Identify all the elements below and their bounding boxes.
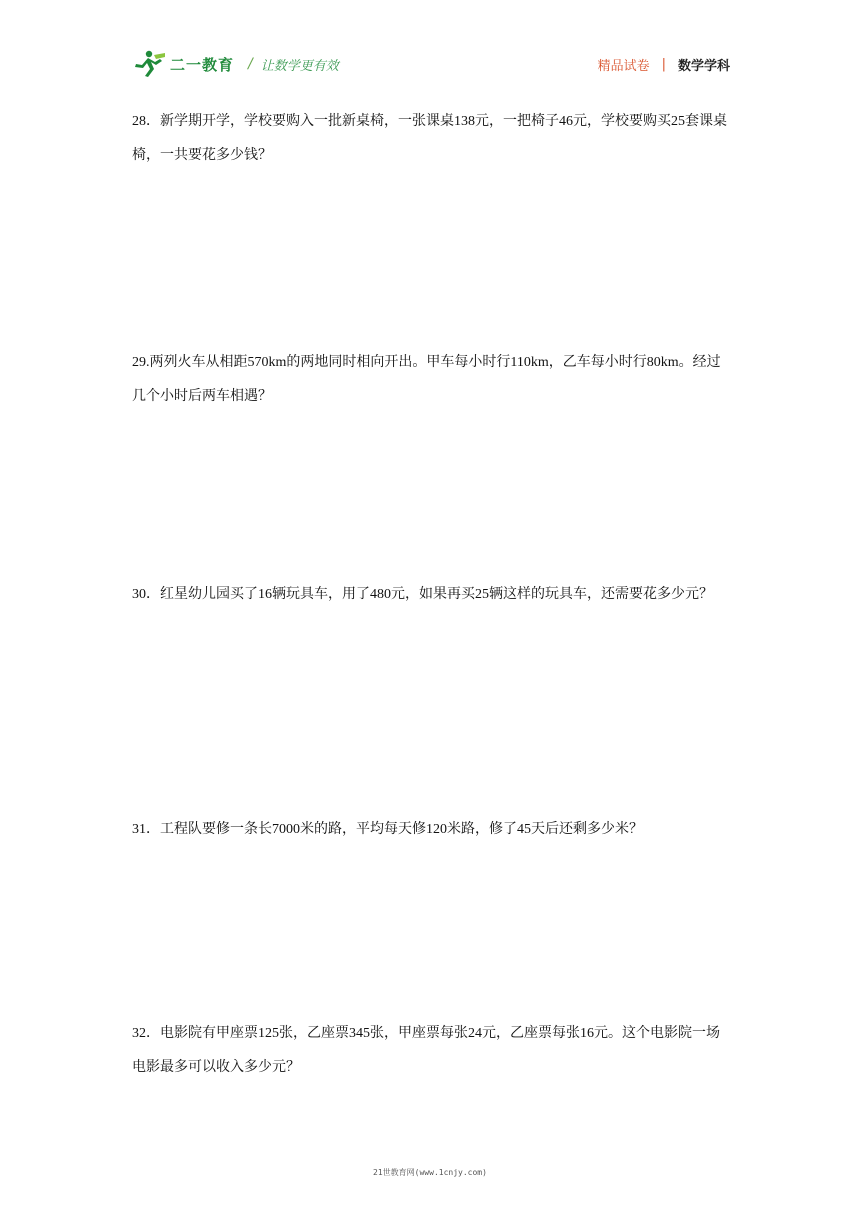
- question-30: 30．红星幼儿园买了16辆玩具车，用了480元，如果再买25辆这样的玩具车，还需要花多少元？: [132, 587, 713, 602]
- logo[interactable]: [132, 48, 339, 80]
- badge-subject-label: 数学学科: [677, 59, 730, 74]
- badge-separator: |: [661, 57, 666, 72]
- running-figure-icon: [132, 49, 168, 79]
- page-header: [132, 48, 730, 84]
- slogan-separator: /: [248, 56, 253, 72]
- question-32: 32．电影院有甲座票125张，乙座票345张，甲座票每张24元，乙座票每张16元。这个电影院一场电影最多可以收入多少元？: [132, 1026, 720, 1075]
- question-28: 28．新学期开学，学校要购入一批新桌椅，一张课桌138元，一把椅子46元，学校要购买25套课桌椅，一共要花多少钱？: [132, 114, 727, 163]
- logo-text: 二一教育: [170, 55, 235, 74]
- slogan: 让数学更有效: [260, 58, 339, 74]
- question-29: 29.两列火车从相距570km的两地同时相向开出。甲车每小时行110km，乙车每小时行80km。经过几个小时后两车相遇？: [132, 355, 721, 404]
- page-footer: 21世教育网(www.1cnjy.com): [373, 1168, 487, 1177]
- subject-badge: [598, 55, 730, 74]
- question-31: 31．工程队要修一条长7000米的路，平均每天修120米路，修了45天后还剩多少米？: [132, 822, 643, 837]
- badge-premium-label: 精品试卷: [597, 59, 650, 74]
